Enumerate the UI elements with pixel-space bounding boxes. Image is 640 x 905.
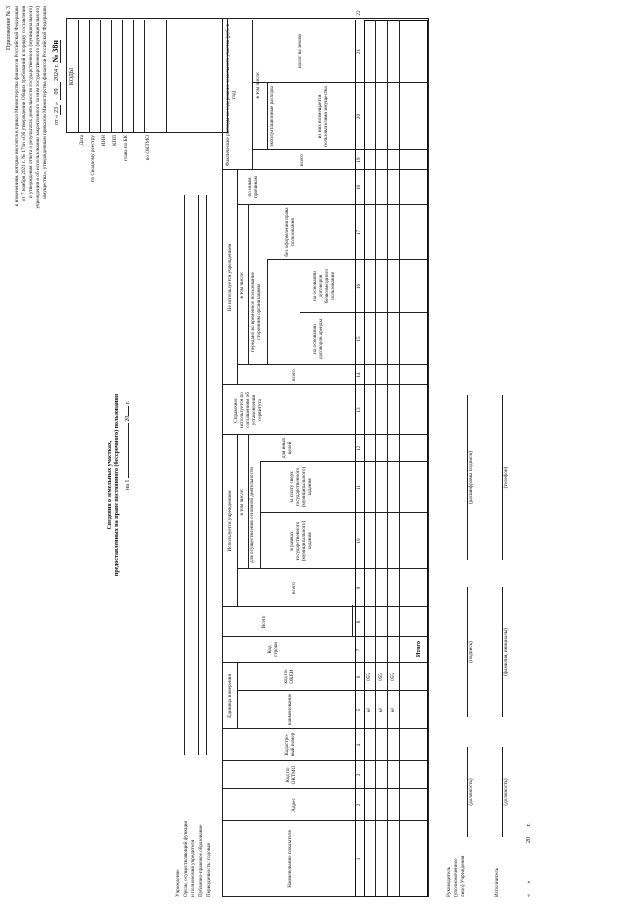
col-header-paid: за плату сверх государственного (муниципального) задания: [289, 466, 313, 508]
title-line-1: Сведения о земельных участках,: [107, 440, 113, 530]
caption-decoding: (расшифровка подписи): [468, 451, 474, 504]
label-founder-1: Орган, осуществляющий функции: [183, 820, 189, 897]
col-header-used-incl: в том числе:: [239, 488, 245, 516]
appendix-date: от «23» 09 2024 г. № 38н: [51, 40, 60, 125]
col-number: 2: [356, 803, 362, 807]
title-line-2: предоставленных на праве постоянного (бессрочного) пользования: [114, 393, 120, 577]
col-header-free-use: на основании договоров безвозмездного пользования: [312, 268, 336, 304]
col-header-address: Адрес: [291, 798, 297, 812]
col-number: 17: [356, 229, 362, 236]
col-header-no-contract: без оформления права пользования: [284, 207, 296, 257]
col-header-state-task: в рамках государственного (муниципального) задания: [289, 520, 313, 562]
col-header-ref: Справочно: используется по соглашениям об установлении сервитута: [233, 392, 263, 428]
col-header-main-activity: для осуществления основной деятельности: [249, 467, 255, 563]
col-number: 18: [356, 184, 362, 191]
appendix-line-5: имущества», утвержденным приказом Министерства финансов Российской Федерации: [42, 6, 48, 199]
total-row-label: Итого: [416, 641, 422, 658]
col-header-transferred: передано во временное пользование сторонним организациям: [250, 272, 262, 352]
col-number: 12: [356, 445, 362, 452]
codes-label-oktmo: по ОКТМО: [145, 135, 151, 161]
row-unit: м²: [366, 707, 372, 713]
caption-fio: (фамилия, инициалы): [503, 628, 509, 676]
caption-signature: (подпись): [468, 641, 474, 663]
codes-label-bk: глава по БК: [123, 135, 129, 161]
label-periodicity: Периодичность: годовая: [206, 843, 212, 897]
col-header-unit-name: наименование: [287, 693, 293, 726]
signature-head-3: лицо) Учреждения: [460, 855, 466, 897]
col-number: 10: [356, 538, 362, 544]
codes-label-kpp: КПП: [112, 135, 118, 146]
appendix-line-3: и утверждения отчета о результатах деятельности государственного (муниципального): [28, 6, 34, 199]
col-number: 19: [356, 157, 362, 163]
col-header-not-used: Не используется учреждением: [227, 243, 233, 312]
col-header-other-reasons: по иным причинам: [247, 176, 259, 198]
col-number: 14: [356, 372, 362, 378]
codes-label-date: Дата: [79, 135, 85, 146]
col-header-operational: эксплуатационные расходы: [269, 86, 275, 147]
label-legal-entity: Публично-правовое образование: [198, 824, 204, 897]
col-number: 21: [356, 48, 362, 55]
col-number: 22: [356, 10, 362, 16]
col-header-used-total: всего: [291, 582, 297, 594]
col-header-lease: на основании договоров аренды: [312, 319, 324, 359]
col-header-cadastral: Кадастровый номер: [284, 732, 296, 757]
appendix-line-2: от 7 ноября 2021 г. № 171н «Об утверждении Общих требований к порядку составления: [21, 6, 27, 202]
col-header-actual: Фактические расходы на содержание земельного участка (руб. в год): [225, 24, 237, 166]
col-number: 11: [356, 485, 362, 490]
label-institution: Учреждение: [175, 869, 181, 897]
row-unit: м²: [390, 707, 396, 713]
row-unit: м²: [378, 707, 384, 713]
col-header-nu-total: всего: [291, 369, 297, 381]
title-date: на 1 20 г.: [125, 400, 131, 490]
col-header-land-tax: налог на землю: [297, 33, 303, 69]
col-number: 8: [356, 620, 362, 624]
col-header-row-code: Код строки: [267, 641, 279, 658]
col-number: 1: [356, 857, 362, 861]
appendix-line-1: к изменениям, которые вносятся в приказ Министерства финансов Российской Федерации: [14, 6, 20, 207]
col-number: 5: [356, 708, 362, 712]
col-number: 7: [356, 648, 362, 652]
signature-head-1: Руководитель: [446, 866, 452, 897]
col-header-name: Наименование показателя: [287, 830, 293, 888]
col-number: 9: [356, 586, 362, 590]
executor-label: Исполнитель: [494, 867, 500, 897]
row-okei: 055: [390, 673, 396, 681]
col-header-actual-incl: в том числе:: [255, 71, 261, 99]
col-number: 4: [356, 743, 362, 747]
col-header-actual-total: всего: [299, 154, 305, 166]
col-header-unit: Единица измерения: [227, 674, 233, 718]
row-okei: 055: [378, 673, 384, 681]
col-header-used: Используется учреждением: [227, 490, 233, 552]
col-header-nu-incl: в том числе:: [239, 271, 245, 299]
col-number: 3: [356, 773, 362, 777]
col-number: 20: [356, 113, 362, 120]
col-number: 16: [356, 283, 362, 290]
col-header-total: Всего: [261, 615, 267, 629]
caption-phone: (телефон): [503, 466, 509, 489]
codes-header: КОДЫ: [69, 67, 75, 86]
col-number: 6: [356, 675, 362, 679]
col-header-other: для иных целей: [281, 437, 293, 459]
label-founder-2: и полномочия учредителя: [190, 839, 196, 897]
col-header-oktmo: Код по ОКТМО: [285, 765, 297, 785]
col-header-reimbursed: из них возмещается пользователями имущества: [317, 86, 329, 147]
codes-box: [66, 18, 228, 133]
row-okei: 055: [366, 673, 372, 681]
col-number: 15: [356, 336, 362, 342]
signature-head-2: (уполномоченное: [453, 858, 459, 897]
caption-position: (должность): [468, 778, 474, 806]
codes-label-registry: по Сводному реестру: [90, 135, 96, 183]
codes-label-inn: ИНН: [101, 135, 107, 147]
signature-date: « » 20 г.: [526, 823, 532, 897]
col-number: 13: [356, 407, 362, 413]
col-header-unit-okei: код по ОКЕИ: [283, 669, 295, 684]
caption-position-2: (должность): [503, 778, 509, 806]
appendix-line-4: учреждения и об использовании закрепленного за ним государственного (муниципального): [35, 6, 41, 209]
appendix-number: Приложение № 3: [6, 6, 12, 50]
